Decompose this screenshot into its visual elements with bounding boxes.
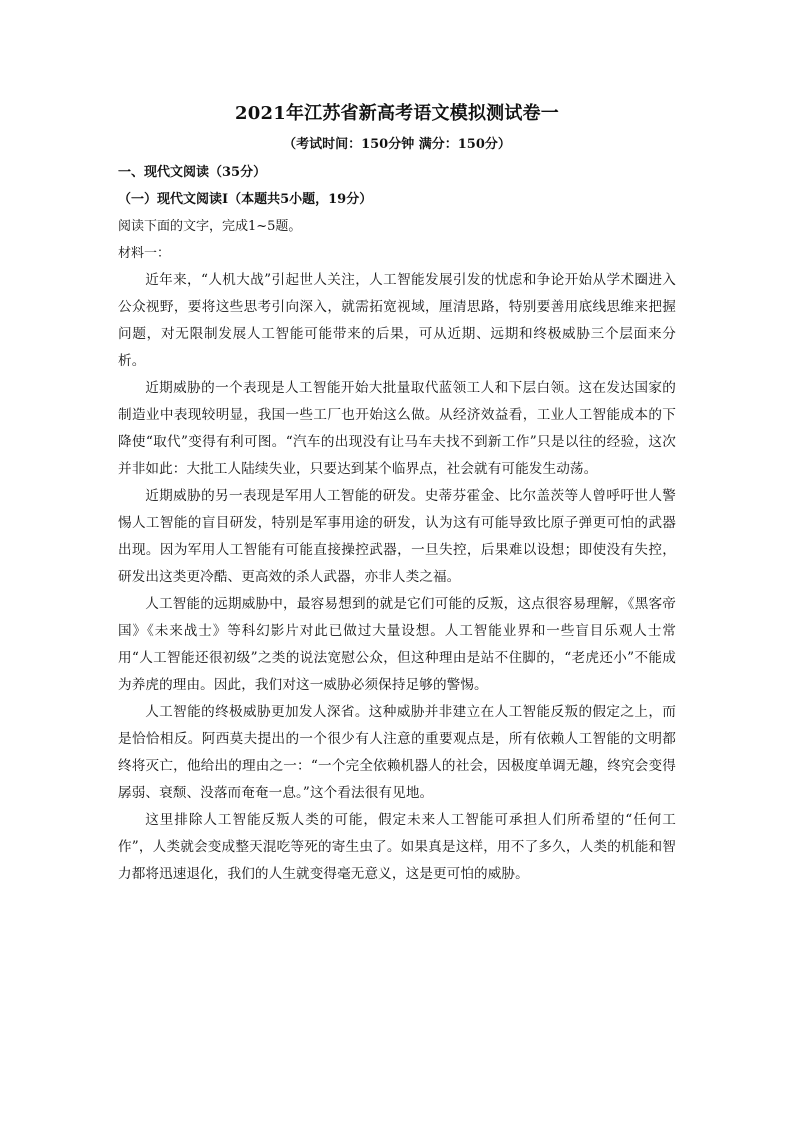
- paragraph-4: 人工智能的远期威胁中，最容易想到的就是它们可能的反叛，这点很容易理解，《黑客帝国》《未来战士》等科幻影片对此已做过大量设想。人工智能业界和一些盲目乐观人士常用“人工智能还很初级”之类的说法宽慰公众，但这种理由是站不住脚的，“老虎还小”不能成为养虎的理由。因此，我们对这一威胁必须保持足够的警惕。: [118, 596, 676, 693]
- document-title: 2021年江苏省新高考语文模拟测试卷一: [235, 103, 559, 124]
- subsection-title: （一）现代文阅读Ⅰ（本题共5小题，19分）: [118, 192, 373, 207]
- paragraph-5: 人工智能的终极威胁更加发人深省。这种威胁并非建立在人工智能反叛的假定之上，而是恰恰相反。阿西莫夫提出的一个很少有人注意的重要观点是，所有依赖人工智能的文明都终将灭亡，他给出的理由之一：“一个完全依赖机器人的社会，因极度单调无趣，终究会变得孱弱、衰颓、没落而奄奄一息。”这个看法很有见地。: [118, 704, 676, 801]
- paragraph-6: 这里排除人工智能反叛人类的可能，假定未来人工智能可承担人们所希望的“任何工作”，人类就会变成整天混吃等死的寄生虫了。如果真是这样，用不了多久，人类的机能和智力都将迅速退化，我们的人生就变得毫无意义，这是更可怕的威胁。: [118, 812, 676, 882]
- paragraph-1: 近年来，“人机大战”引起世人关注，人工智能发展引发的忧虑和争论开始从学术圈进入公众视野，要将这些思考引向深入，就需拓宽视域，厘清思路，特别要善用底线思维来把握问题，对无限制发展人工智能可能带来的后果，可从近期、远期和终极威胁三个层面来分析。: [118, 272, 676, 369]
- paragraph-3: 近期威胁的另一表现是军用人工智能的研发。史蒂芬霍金、比尔盖茨等人曾呼吁世人警惕人工智能的盲目研发，特别是军事用途的研发，认为这有可能导致比原子弹更可怕的武器出现。因为军用人工智能有可能直接操控武器，一旦失控，后果难以设想；即使没有失控，研发出这类更冷酷、更高效的杀人武器，亦非人类之福。: [118, 488, 676, 585]
- paragraph-2: 近期威胁的一个表现是人工智能开始大批量取代蓝领工人和下层白领。这在发达国家的制造业中表现较明显，我国一些工厂也开始这么做。从经济效益看，工业人工智能成本的下降使“取代”变得有利可图。“汽车的出现没有让马车夫找不到新工作”只是以往的经验，这次并非如此：大批工人陆续失业，只要达到某个临界点，社会就有可能发生动荡。: [118, 380, 676, 477]
- reading-instruction: 阅读下面的文字，完成1~5题。: [118, 219, 302, 234]
- document-content: [118, 100, 676, 888]
- section-title: 一、现代文阅读（35分）: [118, 165, 267, 180]
- exam-time-and-score: （考试时间：150分钟 满分：150分）: [283, 137, 511, 152]
- material-label: 材料一：: [118, 246, 171, 261]
